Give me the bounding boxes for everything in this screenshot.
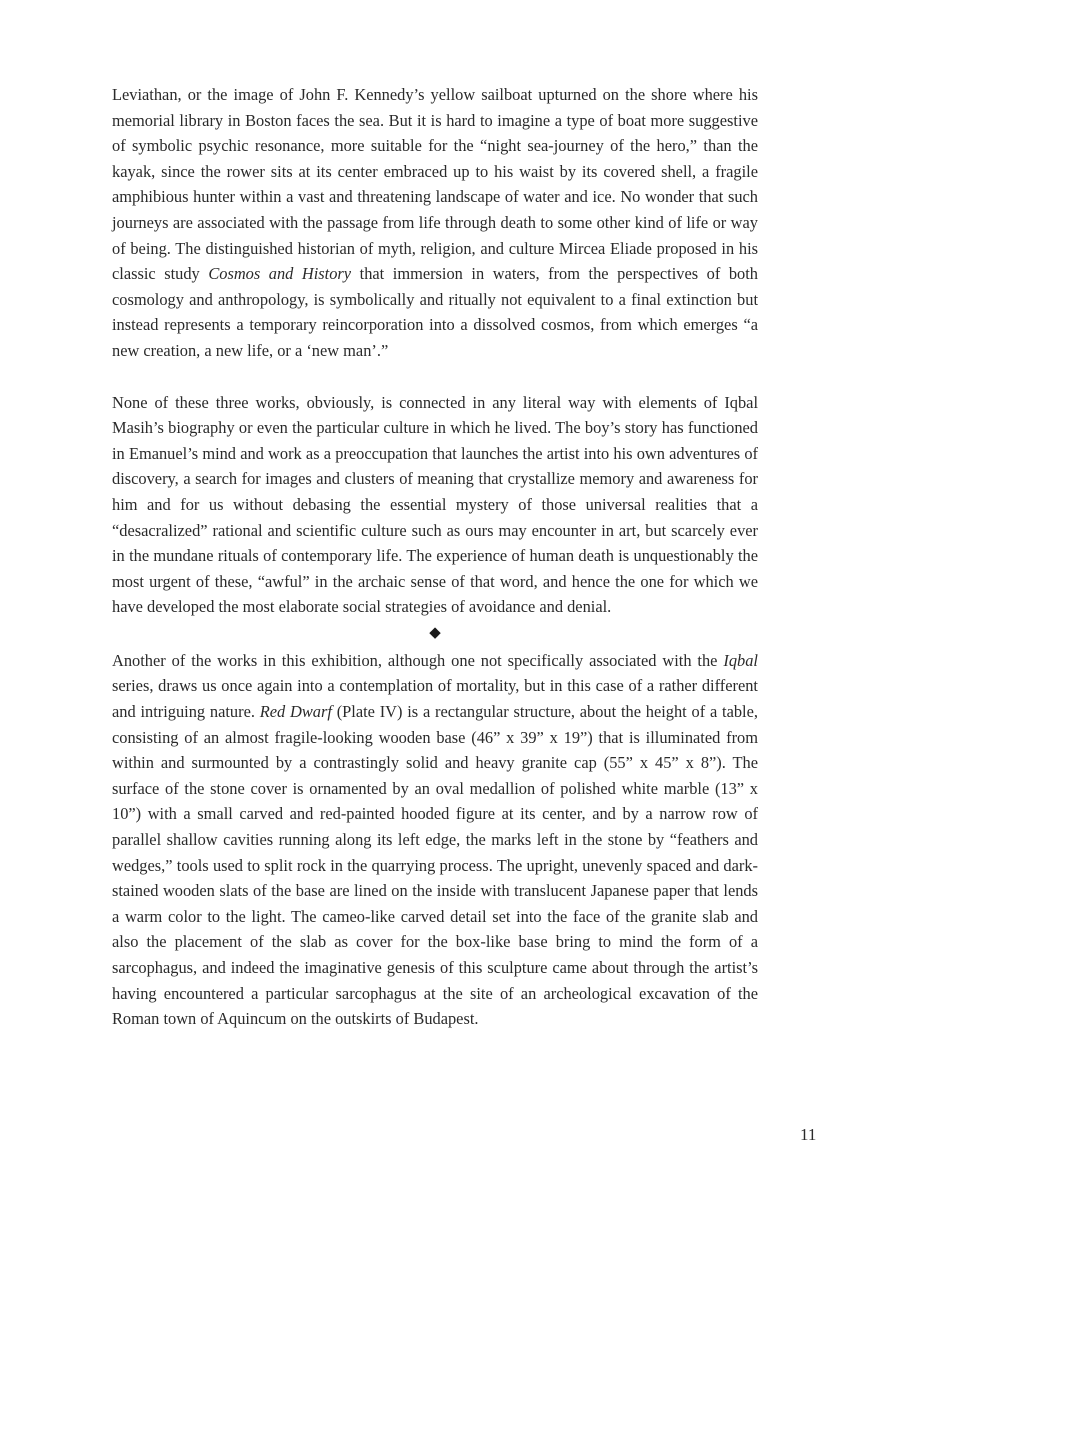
paragraph-1 (112, 82, 758, 364)
text-column (112, 82, 758, 1032)
p3-text-3: (Plate IV) is a rectangular structure, about the height of a table, consisting of an almost fragile-looking wooden base (46” x 39” x 19”) that is illuminated from within and surmounted by a contrastingly solid and heavy granite cap (55” x 45” x 8”). The surface of the stone cover is ornamented by an oval medallion of polished white marble (13” x 10”) with a small carved and red-painted hooded figure at its center, and by a narrow row of parallel shallow cavities running along its left edge, the marks left in the stone by “feathers and wedges,” tools used to split rock in the quarrying process. The upright, unevenly spaced and dark-stained wooden slats of the base are lined on the inside with translucent Japanese paper that lends a warm color to the light. The cameo-like carved detail set into the face of the granite slab and also the placement of the slab as cover for the box-like base bring to mind the form of a sarcophagus, and indeed the imaginative genesis of this sculpture came about through the artist’s having encountered a particular sarcophagus at the site of an archeological excavation of the Roman town of Aquincum on the outskirts of Budapest. (112, 702, 758, 1029)
paragraph-3 (112, 648, 758, 1032)
book-title-cosmos-and-history: Cosmos and History (208, 264, 352, 284)
series-title-iqbal: Iqbal (723, 650, 758, 670)
p3-text-1: Another of the works in this exhibition, although one not specifically associated with the (112, 650, 724, 670)
paragraph-2 (112, 390, 758, 620)
p1-text-2: that immersion in waters, from the perspectives of both cosmology and anthropology, is symbolically and ritually not equivalent to a final extinction but instead represents a temporary reincorporation into a dissolved cosmos, from which emerges “a new creation, a new life, or a ‘new man’.” (112, 264, 759, 360)
work-title-red-dwarf: Red Dwarf (259, 702, 332, 722)
p3-text-2: series, draws us once again into a contemplation of mortality, but in this case of a rather different and intriguing nature. (112, 676, 758, 722)
p2-text-1: None of these three works, obviously, is connected in any literal way with elements of Iqbal Masih’s biography or even the particular culture in which he lived. The boy’s story has functioned in Emanuel’s mind and work as a preoccupation that launches the artist into his own adventures of discovery, a search for images and clusters of meaning that crystallize memory and awareness for him and for us without debasing the essential mystery of those universal realities that a “desacralized” rational and scientific culture such as ours may encounter in art, but scarcely ever in the mundane rituals of contemporary life. The experience of human death is unquestionably the most urgent of these, “awful” in the archaic sense of that word, and hence the one for which we have developed the most elaborate social strategies of avoidance and denial. (112, 392, 758, 617)
section-break-diamond-icon: ◆ (429, 624, 441, 641)
page-number: 11 (800, 1125, 817, 1144)
p1-text-1: Leviathan, or the image of John F. Kennedy’s yellow sailboat upturned on the shore where his memorial library in Boston faces the sea. But it is hard to imagine a type of boat more suggestive of symbolic psychic resonance, more suitable for the “night sea-journey of the hero,” than the kayak, since the rower sits at its center embraced up to his waist by its covered shell, a fragile amphibious hunter within a vast and threatening landscape of water and ice. No wonder that such journeys are associated with the passage from life through death to some other kind of life or way of being. The distinguished historian of myth, religion, and culture Mircea Eliade proposed in his classic study (112, 85, 758, 284)
